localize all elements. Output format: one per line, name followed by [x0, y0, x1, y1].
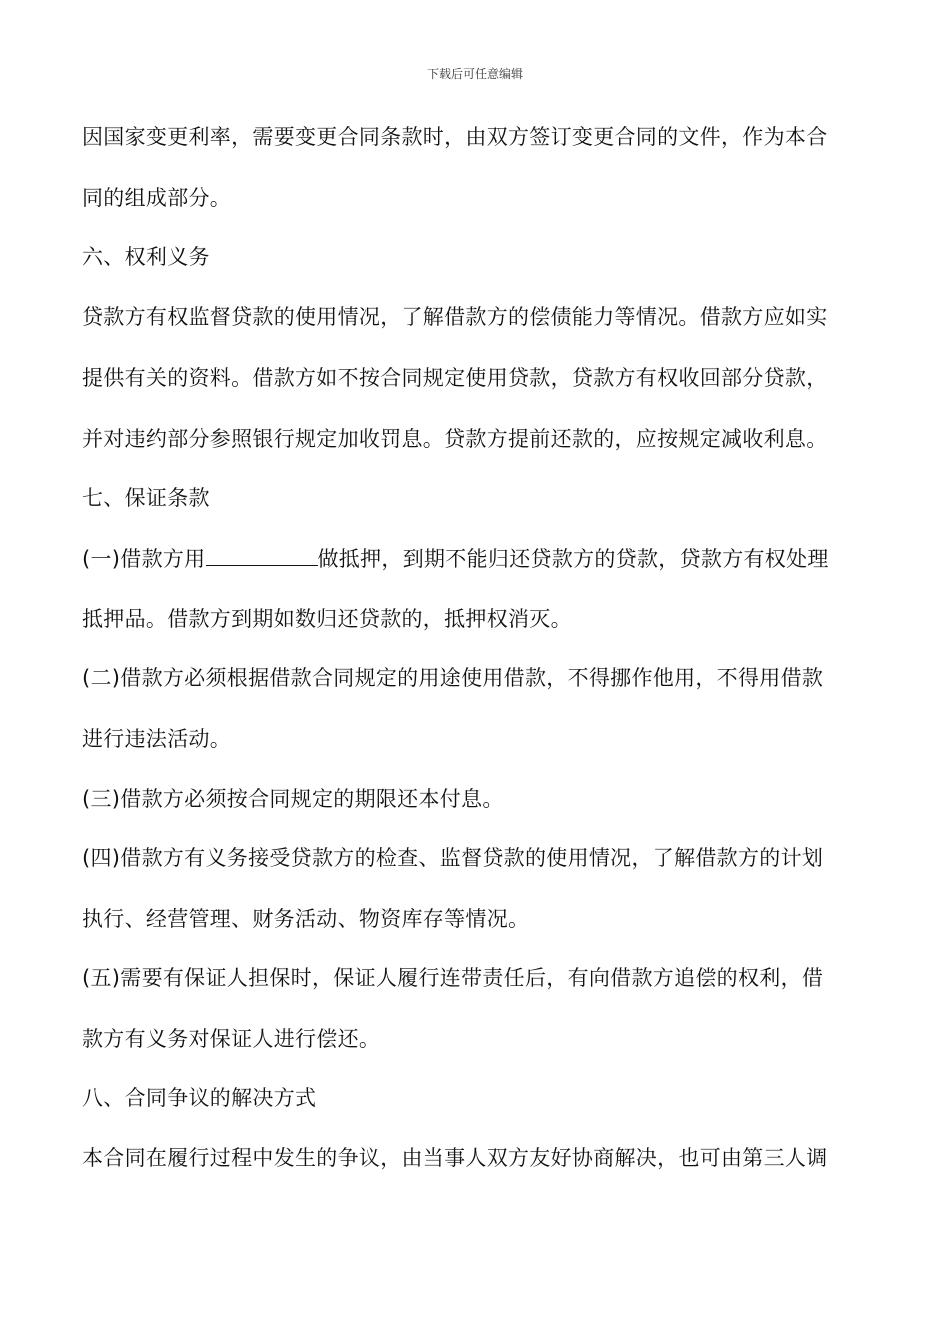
- paragraph-line: 抵押品。借款方到期如数归还贷款的，抵押权消灭。: [82, 607, 572, 631]
- paragraph-line: 并对违约部分参照银行规定加收罚息。贷款方提前还款的，应按规定减收利息。: [82, 427, 828, 451]
- fill-in-blank[interactable]: [206, 543, 318, 566]
- section-heading-guarantee: 七、保证条款: [82, 486, 210, 510]
- paragraph-line-with-blank: [82, 543, 882, 574]
- paragraph-line: (五)需要有保证人担保时，保证人履行连带责任后，有向借款方追偿的权利，借: [82, 966, 824, 990]
- paragraph-line: 执行、经营管理、财务活动、物资库存等情况。: [82, 907, 530, 931]
- paragraph-line: (四)借款方有义务接受贷款方的检查、监督贷款的使用情况，了解借款方的计划: [82, 846, 824, 870]
- paragraph-line: 同的组成部分。: [82, 186, 232, 210]
- paragraph-line: 贷款方有权监督贷款的使用情况，了解借款方的偿债能力等情况。借款方应如实: [82, 305, 828, 329]
- paragraph-line: (三)借款方必须按合同规定的期限还本付息。: [82, 787, 504, 811]
- page-header: 下载后可任意编辑: [426, 67, 523, 81]
- clause-text-before-blank: (一)借款方用: [82, 547, 206, 571]
- clause-text-after-blank: 做抵押，到期不能归还贷款方的贷款，贷款方有权处理: [317, 547, 829, 571]
- paragraph-line: (二)借款方必须根据借款合同规定的用途使用借款，不得挪作他用，不得用借款: [82, 666, 824, 690]
- paragraph-line: 本合同在履行过程中发生的争议，由当事人双方友好协商解决，也可由第三人调: [82, 1146, 828, 1170]
- section-heading-rights: 六、权利义务: [82, 245, 210, 269]
- section-heading-dispute: 八、合同争议的解决方式: [82, 1086, 317, 1110]
- paragraph-line: 因国家变更利率，需要变更合同条款时，由双方签订变更合同的文件，作为本合: [82, 125, 828, 149]
- paragraph-line: 进行违法活动。: [82, 727, 232, 751]
- paragraph-line: 提供有关的资料。借款方如不按合同规定使用贷款，贷款方有权收回部分贷款，: [82, 366, 828, 390]
- paragraph-line: 款方有义务对保证人进行偿还。: [82, 1027, 381, 1051]
